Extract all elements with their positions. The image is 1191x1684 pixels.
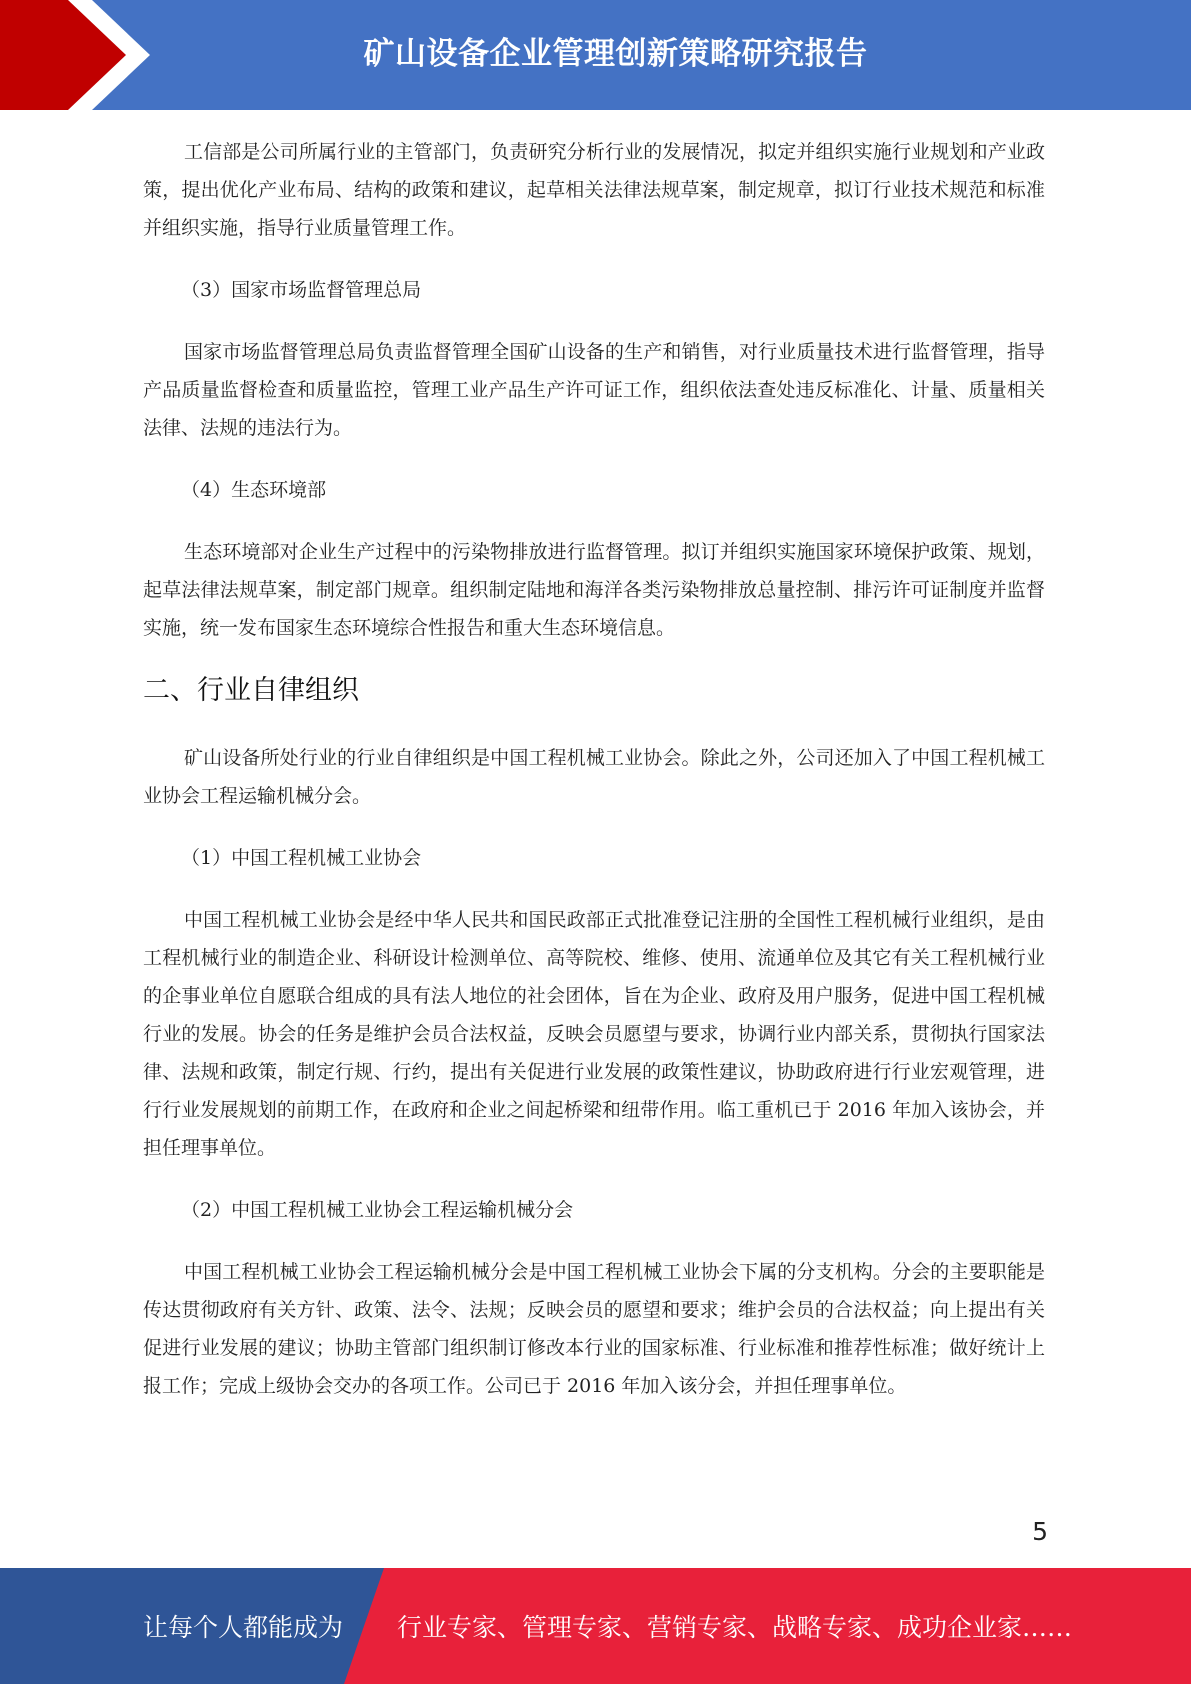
paragraph-ccma-transport-branch: 中国工程机械工业协会工程运输机械分会是中国工程机械工业协会下属的分支机构。分会的主要职能是传达贯彻政府有关方针、政策、法令、法规；反映会员的愿望和要求；维护会员的合法权益；向上提出有关促进行业发展的建议；协助主管部门组织制订修改本行业的国家标准、行业标准和推荐性标准；做好统计上报工作；完成上级协会交办的各项工作。公司已于 2016 年加入该分会，并担任理事单位。: [143, 1261, 1045, 1397]
paragraph-self-regulatory-intro: 矿山设备所处行业的行业自律组织是中国工程机械工业协会。除此之外，公司还加入了中国工程机械工业协会工程运输机械分会。: [143, 747, 1045, 807]
footer-slogan-left: 让每个人都能成为: [143, 1613, 344, 1642]
paragraph-miit: 工信部是公司所属行业的主管部门，负责研究分析行业的发展情况，拟定并组织实施行业规划和产业政策，提出优化产业布局、结构的政策和建议，起草相关法律法规草案，制定规章，拟订行业技术规范和标准并组织实施，指导行业质量管理工作。: [143, 141, 1045, 239]
subheading-ccma-transport-branch: （2）中国工程机械工业协会工程运输机械分会: [181, 1199, 574, 1221]
section-heading-self-regulatory: 二、行业自律组织: [143, 675, 359, 706]
subheading-ccma: （1）中国工程机械工业协会: [181, 847, 422, 869]
subheading-samr: （3）国家市场监督管理总局: [181, 279, 422, 301]
page-footer: [0, 1568, 1191, 1684]
page-number: 5: [1032, 1517, 1048, 1546]
paragraph-ccma: 中国工程机械工业协会是经中华人民共和国民政部正式批准登记注册的全国性工程机械行业组织，是由工程机械行业的制造企业、科研设计检测单位、高等院校、维修、使用、流通单位及其它有关工程机械行业的企事业单位自愿联合组成的具有法人地位的社会团体，旨在为企业、政府及用户服务，促进中国工程机械行业的发展。协会的任务是维护会员合法权益，反映会员愿望与要求，协调行业内部关系，贯彻执行国家法律、法规和政策，制定行规、行约，提出有关促进行业发展的政策性建议，协助政府进行行业宏观管理，进行行业发展规划的前期工作，在政府和企业之间起桥梁和纽带作用。临工重机已于 2016 年加入该协会，并担任理事单位。: [143, 909, 1045, 1159]
footer-slogan-right: 行业专家、管理专家、营销专家、战略专家、成功企业家……: [397, 1613, 1073, 1642]
paragraph-mee: 生态环境部对企业生产过程中的污染物排放进行监督管理。拟订并组织实施国家环境保护政策、规划，起草法律法规草案，制定部门规章。组织制定陆地和海洋各类污染物排放总量控制、排污许可证制度并监督实施，统一发布国家生态环境综合性报告和重大生态环境信息。: [143, 541, 1045, 639]
subheading-mee: （4）生态环境部: [181, 479, 327, 501]
page-header: [0, 0, 1191, 110]
document-body: [143, 133, 1045, 1429]
paragraph-samr: 国家市场监督管理总局负责监督管理全国矿山设备的生产和销售，对行业质量技术进行监督管理，指导产品质量监督检查和质量监控，管理工业产品生产许可证工作，组织依法查处违反标准化、计量、质量相关法律、法规的违法行为。: [143, 341, 1045, 439]
report-title: 矿山设备企业管理创新策略研究报告: [363, 36, 868, 72]
